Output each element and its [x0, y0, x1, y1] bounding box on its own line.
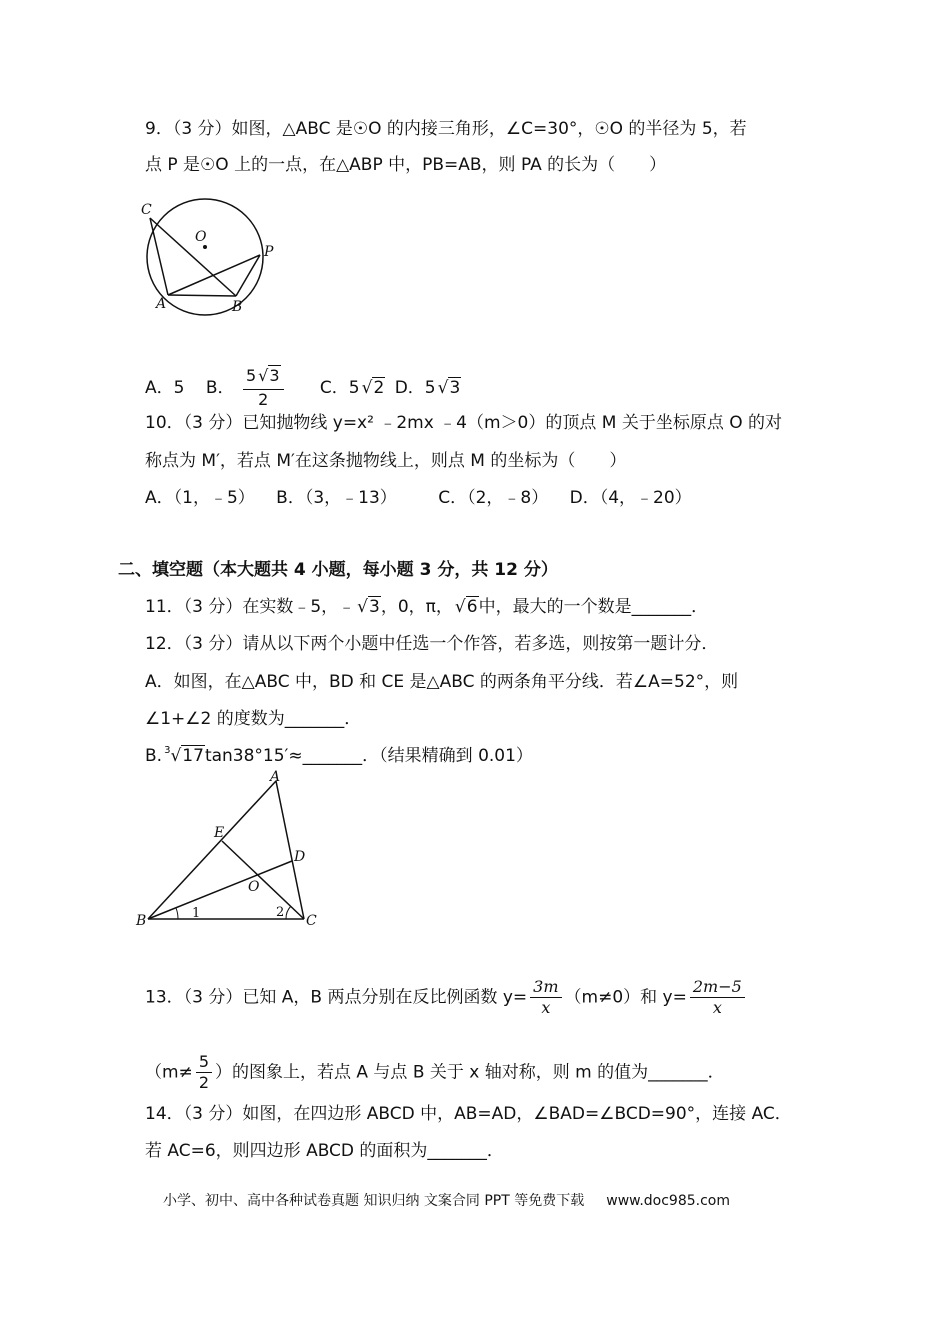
q11-part1: 11．（3 分）在实数﹣5，﹣ — [145, 597, 356, 617]
label-b: B — [136, 913, 147, 929]
q10-option-d[interactable]: D．（4，﹣20） — [569, 488, 692, 508]
q13-frac2-denominator: x — [712, 998, 722, 1017]
q10-option-b[interactable]: B．（3，﹣13） — [276, 488, 397, 508]
q10-option-a[interactable]: A．（1，﹣5） — [145, 488, 255, 508]
q9-option-d[interactable]: D．5 √3 — [394, 378, 461, 398]
q11-part3: 中，最大的一个数是_______． — [478, 597, 709, 617]
label-angle-1: 1 — [192, 906, 201, 921]
label-d: D — [294, 849, 306, 865]
page-footer — [163, 1190, 730, 1210]
q9-options — [145, 366, 461, 410]
q9-option-b-prefix: B． — [205, 378, 235, 398]
q13-frac1-denominator: x — [541, 998, 551, 1017]
angle-arc-2 — [286, 906, 291, 919]
label-o: O — [248, 879, 260, 895]
center-point — [203, 245, 207, 249]
q9-stem-line1: 9．（3 分）如图，△ABC 是☉O 的内接三角形，∠C=30°，☉O 的半径为 5，若 — [145, 119, 747, 139]
q9-b-denominator: 2 — [258, 390, 269, 409]
segment-ce — [222, 841, 304, 919]
label-b: B — [232, 299, 243, 315]
q14-stem-line1: 14．（3 分）如图，在四边形 ABCD 中，AB=AD，∠BAD=∠BCD=90°，连接 AC． — [145, 1104, 792, 1124]
label-angle-2: 2 — [276, 905, 285, 920]
q13-part3: （m≠ — [145, 1062, 193, 1083]
q10-stem-line1: 10．（3 分）已知抛物线 y=x² ﹣2mx ﹣4（m＞0）的顶点 M 关于坐标原点 O 的对 — [145, 413, 783, 433]
segment-bp — [236, 255, 260, 296]
q13-frac1-numerator: 3m — [530, 977, 561, 998]
q12-triangle-figure — [136, 769, 330, 935]
q9-c-radicand: 2 — [373, 378, 385, 398]
segment-bd — [148, 861, 292, 919]
label-a: A — [270, 769, 281, 785]
q13-part4: ）的图象上，若点 A 与点 B 关于 x 轴对称，则 m 的值为_______． — [215, 1062, 725, 1083]
q9-option-d-prefix: D．5 — [394, 378, 436, 398]
q13-frac2-numerator: 2m−5 — [690, 977, 745, 998]
q9-stem-line2: 点 P 是☉O 上的一点，在△ABP 中，PB=AB，则 PA 的长为（ ） — [145, 155, 667, 175]
section-2-title: 二、填空题（本大题共 4 小题，每小题 3 分，共 12 分） — [118, 560, 558, 580]
footer-text: 小学、初中、高中各种试卷真题 知识归纳 文案合同 PPT 等免费下载 — [163, 1193, 585, 1209]
q12-a-line1: A．如图，在△ABC 中，BD 和 CE 是△ABC 的两条角平分线．若∠A=52°，则 — [145, 672, 739, 692]
q9-circle-figure — [140, 200, 280, 320]
label-a: A — [156, 296, 167, 312]
q9-option-a[interactable]: A．5 — [145, 378, 185, 398]
q13-fraction-3 — [196, 1052, 212, 1093]
q9-option-c-prefix: C．5 — [319, 378, 360, 398]
q12-a-line2: ∠1+∠2 的度数为_______． — [145, 709, 362, 729]
q13-frac3-numerator: 5 — [196, 1052, 212, 1073]
q9-option-c[interactable]: C．5 √2 — [319, 378, 385, 398]
q9-d-radicand: 3 — [449, 378, 461, 398]
q14-stem-line2: 若 AC=6，则四边形 ABCD 的面积为_______． — [145, 1141, 504, 1161]
q11-radicand-1: 3 — [369, 597, 380, 617]
label-o: O — [195, 229, 207, 245]
q12-stem: 12．（3 分）请从以下两个小题中任选一个作答，若多选，则按第一题计分． — [145, 634, 719, 654]
q9-option-b[interactable] — [205, 366, 292, 409]
q12-b-rest: tan38°15′≈_______．（结果精确到 0.01） — [204, 746, 533, 766]
label-e: E — [214, 825, 225, 841]
q13-part2: （m≠0）和 y= — [564, 987, 687, 1008]
label-c: C — [306, 913, 317, 929]
q13-fraction-1 — [530, 977, 561, 1018]
q11-stem: 11．（3 分）在实数﹣5，﹣ √3，0，π， √6中，最大的一个数是_______． — [145, 597, 709, 617]
q12-b-line: B. $^3$√17tan38°15′≈_______．（结果精确到 0.01） — [145, 745, 533, 766]
q11-part2: ，0，π， — [380, 597, 453, 617]
q10-stem-line2: 称点为 M′，若点 M′在这条抛物线上，则点 M 的坐标为（ ） — [145, 451, 627, 471]
q9-b-radicand: 3 — [269, 366, 280, 385]
label-p: P — [264, 244, 274, 260]
q13-frac3-denominator: 2 — [198, 1073, 209, 1092]
q9-b-coef: 5 — [245, 366, 257, 385]
q13-stem-line1 — [145, 977, 748, 1018]
q10-option-c[interactable]: C．（2，﹣8） — [438, 488, 549, 508]
q13-stem-line2 — [145, 1052, 725, 1093]
q9-option-b-fraction: $\frac{5 √3}{2}$ — [243, 366, 284, 410]
segment-ap — [168, 255, 260, 295]
q12-b-prefix: B. — [145, 746, 163, 766]
q12-b-radicand: 17 — [182, 746, 204, 766]
label-c: C — [141, 202, 152, 218]
q12-b-root-index: 3 — [164, 745, 171, 756]
q10-options — [145, 486, 692, 510]
segment-ab — [168, 295, 236, 296]
angle-arc-1 — [176, 908, 178, 919]
q13-part1: 13．（3 分）已知 A，B 两点分别在反比例函数 y= — [145, 987, 528, 1008]
q13-fraction-2 — [690, 977, 745, 1018]
footer-url[interactable]: www.doc985.com — [606, 1193, 730, 1209]
q11-radicand-2: 6 — [466, 597, 478, 617]
segment-ba — [148, 781, 276, 919]
